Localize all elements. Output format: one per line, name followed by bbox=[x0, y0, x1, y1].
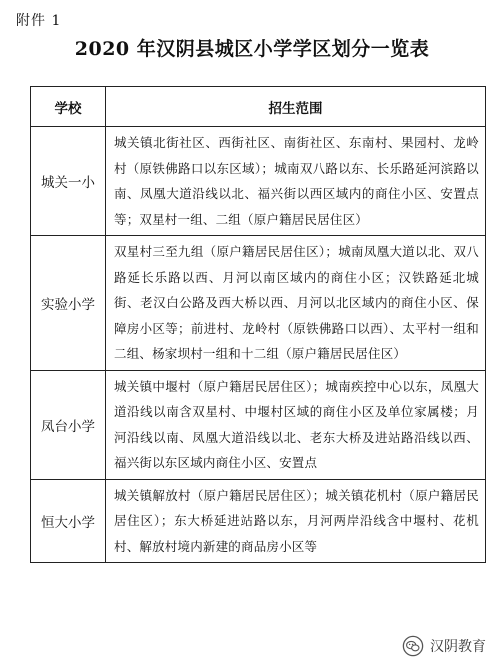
enrollment-range: 城关镇北街社区、西街社区、南街社区、东南村、果园村、龙岭村（原铁佛路口以东区域）；城南双八路以东、长乐路延河滨路以南、凤凰大道沿线以北、福兴街以西区域内的商住小区、安置点等；双星村一组、二组（原户籍居民居住区） bbox=[106, 127, 486, 236]
table-header-row bbox=[31, 87, 486, 127]
school-name: 实验小学 bbox=[31, 236, 106, 371]
table-row bbox=[31, 236, 486, 371]
account-watermark bbox=[402, 635, 486, 657]
school-name: 城关一小 bbox=[31, 127, 106, 236]
header-enrollment-range: 招生范围 bbox=[106, 87, 486, 127]
table-row bbox=[31, 127, 486, 236]
watermark-text: 汉阴教育 bbox=[430, 639, 486, 655]
document-title: 2020 年汉阴县城区小学学区划分一览表 bbox=[74, 38, 430, 60]
enrollment-range: 城关镇解放村（原户籍居民居住区）；城关镇花机村（原户籍居民居住区）；东大桥延进站路以东，月河两岸沿线含中堰村、花机村、解放村境内新建的商品房小区等 bbox=[106, 479, 486, 563]
school-name: 凤台小学 bbox=[31, 370, 106, 479]
header-school: 学校 bbox=[31, 87, 106, 127]
table-row bbox=[31, 370, 486, 479]
school-name: 恒大小学 bbox=[31, 479, 106, 563]
enrollment-range: 城关镇中堰村（原户籍居民居住区）；城南疾控中心以东，凤凰大道沿线以南含双星村、中堰村区域的商住小区及单位家属楼；月河沿线以南、凤凰大道沿线以北、老东大桥及进站路沿线以西、福兴街以东区域内商住小区、安置点 bbox=[106, 370, 486, 479]
wechat-official-account-icon bbox=[402, 635, 424, 657]
enrollment-range: 双星村三至九组（原户籍居民居住区）；城南凤凰大道以北、双八路延长乐路以西、月河以南区域内的商住小区；汉铁路延北城街、老汉白公路及西大桥以西、月河以北区域内的商住小区、保障房小区等；前进村、龙岭村（原铁佛路口以西）、太平村一组和二组、杨家坝村一组和十二组（原户籍居民居住区） bbox=[106, 236, 486, 371]
school-district-table bbox=[30, 86, 486, 563]
table-row bbox=[31, 479, 486, 563]
attachment-label: 附件 1 bbox=[16, 13, 62, 29]
